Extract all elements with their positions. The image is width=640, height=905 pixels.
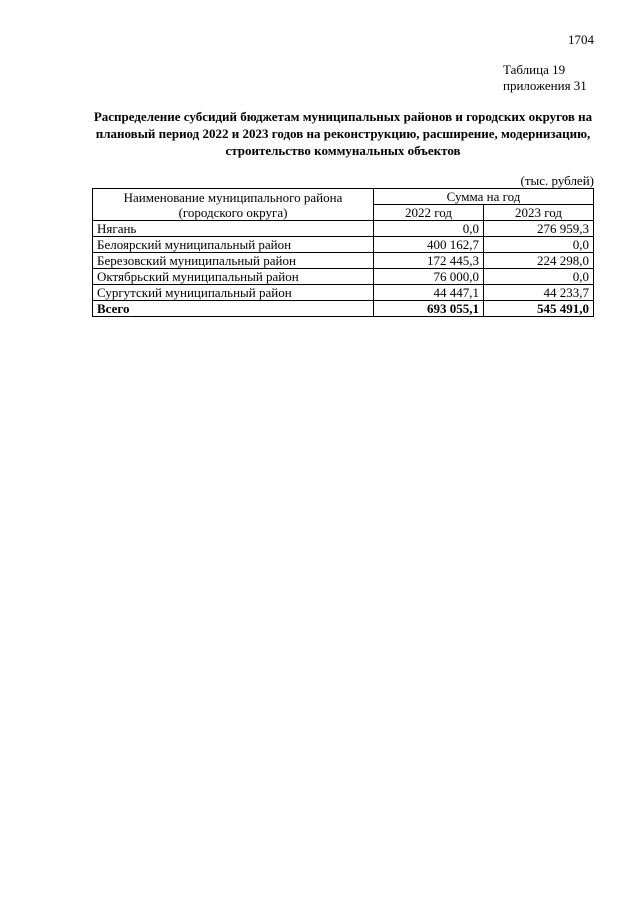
table-row [93, 269, 594, 285]
row-value-2022: 400 162,7 [374, 237, 484, 253]
row-value-2023: 276 959,3 [484, 221, 594, 237]
column-header-name-line1: Наименование муниципального района [123, 189, 343, 205]
total-label: Всего [93, 301, 374, 317]
row-value-2022: 0,0 [374, 221, 484, 237]
row-name: Сургутский муниципальный район [93, 285, 374, 301]
table-row [93, 221, 594, 237]
row-name: Октябрьский муниципальный район [93, 269, 374, 285]
total-value-2022: 693 055,1 [374, 301, 484, 317]
row-name: Нягань [93, 221, 374, 237]
column-header-name-line2: (городского округа) [178, 204, 288, 220]
table-row [93, 285, 594, 301]
appendix-label: приложения 31 [503, 78, 587, 93]
total-value-2023: 545 491,0 [484, 301, 594, 317]
row-value-2022: 172 445,3 [374, 253, 484, 269]
row-value-2022: 44 447,1 [374, 285, 484, 301]
column-header-name [93, 189, 374, 221]
row-value-2023: 0,0 [484, 269, 594, 285]
appendix-reference [503, 62, 587, 94]
column-header-2022: 2022 год [374, 205, 484, 221]
document-title: Распределение субсидий бюджетам муниципальных районов и городских округов на плановый период 2022 и 2023 годов на реконструкцию, расширение, модернизацию, строительство коммунальных объектов [93, 109, 593, 158]
page-number: 1704 [568, 32, 594, 47]
row-name: Белоярский муниципальный район [93, 237, 374, 253]
table-row [93, 253, 594, 269]
column-header-2023: 2023 год [484, 205, 594, 221]
table-header-row [93, 189, 594, 205]
units-label: (тыс. рублей) [520, 173, 594, 188]
row-value-2023: 0,0 [484, 237, 594, 253]
subsidy-table [92, 188, 594, 317]
column-header-sum-group: Сумма на год [374, 189, 594, 205]
table-total-row [93, 301, 594, 317]
table-label: Таблица 19 [503, 62, 566, 77]
row-value-2022: 76 000,0 [374, 269, 484, 285]
row-value-2023: 44 233,7 [484, 285, 594, 301]
row-name: Березовский муниципальный район [93, 253, 374, 269]
row-value-2023: 224 298,0 [484, 253, 594, 269]
table-row [93, 237, 594, 253]
